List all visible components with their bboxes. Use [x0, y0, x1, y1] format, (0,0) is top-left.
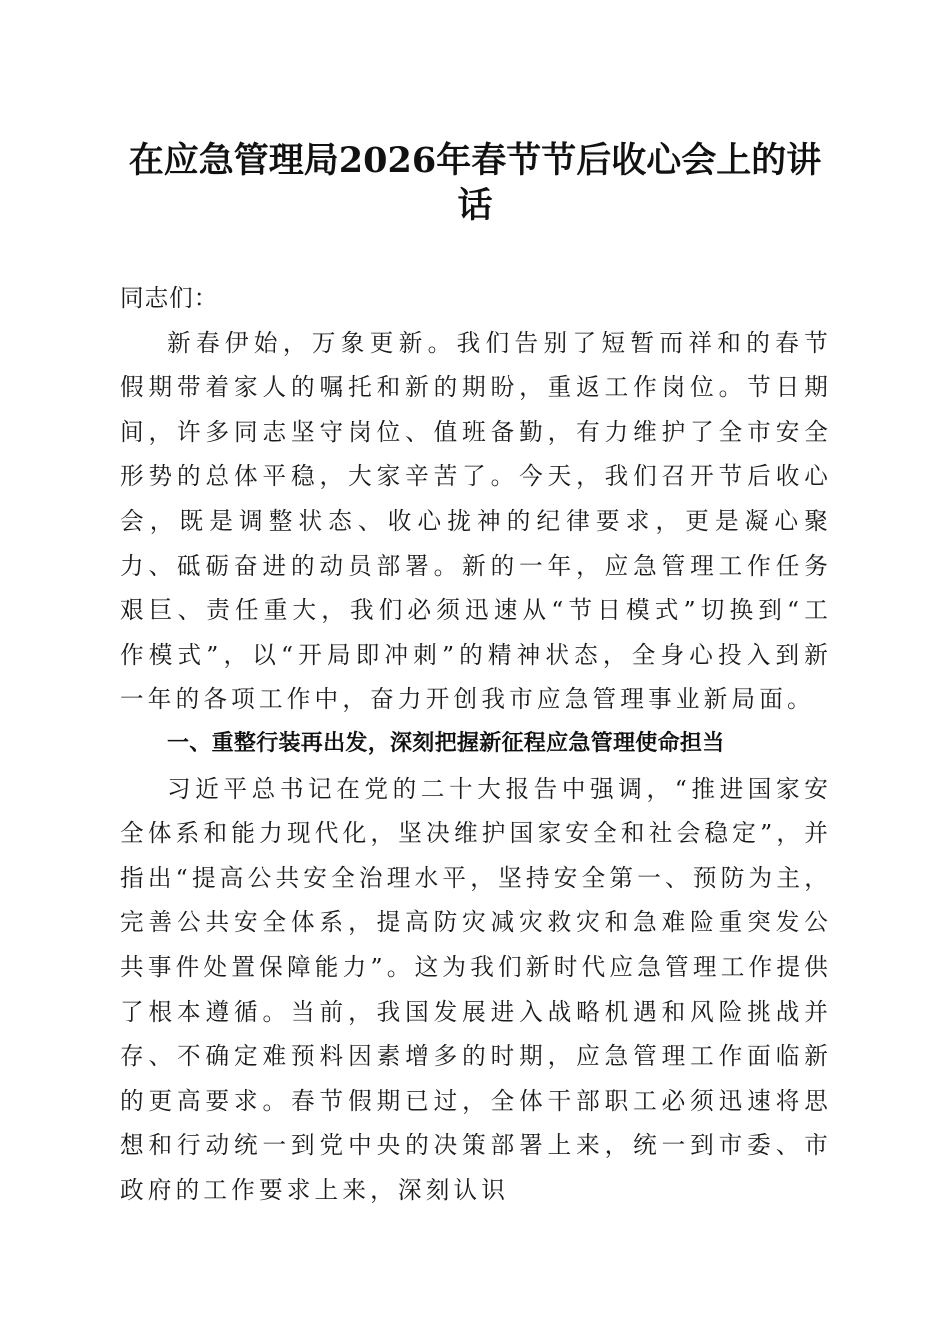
paragraph-opening: 新春伊始，万象更新。我们告别了短暂而祥和的春节假期带着家人的嘱托和新的期盼，重返工作岗位。节日期间，许多同志坚守岗位、值班备勤，有力维护了全市安全形势的总体平稳，大家辛苦了。今天，我们召开节后收心会，既是调整状态、收心拢神的纪律要求，更是凝心聚力、砥砺奋进的动员部署。新的一年，应急管理工作任务艰巨、责任重大，我们必须迅速从“节日模式”切换到“工作模式”，以“开局即冲刺”的精神状态，全身心投入到新一年的各项工作中，奋力开创我市应急管理事业新局面。	[120, 328, 832, 714]
document-title: 在应急管理局2026年春节节后收心会上的讲话	[128, 140, 822, 226]
document-body	[120, 276, 832, 1212]
paragraph-section-1: 习近平总书记在党的二十大报告中强调，“推进国家安全体系和能力现代化，坚决维护国家安全和社会稳定”，并指出“提高公共安全治理水平，坚持安全第一、预防为主，完善公共安全体系，提高防灾减灾救灾和急难险重突发公共事件处置保障能力”。这为我们新时代应急管理工作提供了根本遵循。当前，我国发展进入战略机遇和风险挑战并存、不确定难预料因素增多的时期，应急管理工作面临新的更高要求。春节假期已过，全体干部职工必须迅速将思想和行动统一到党中央的决策部署上来，统一到市委、市政府的工作要求上来，深刻认识	[120, 774, 832, 1204]
salutation: 同志们：	[120, 284, 219, 312]
section-heading-1: 一、重整行装再出发，深刻把握新征程应急管理使命担当	[167, 730, 725, 756]
